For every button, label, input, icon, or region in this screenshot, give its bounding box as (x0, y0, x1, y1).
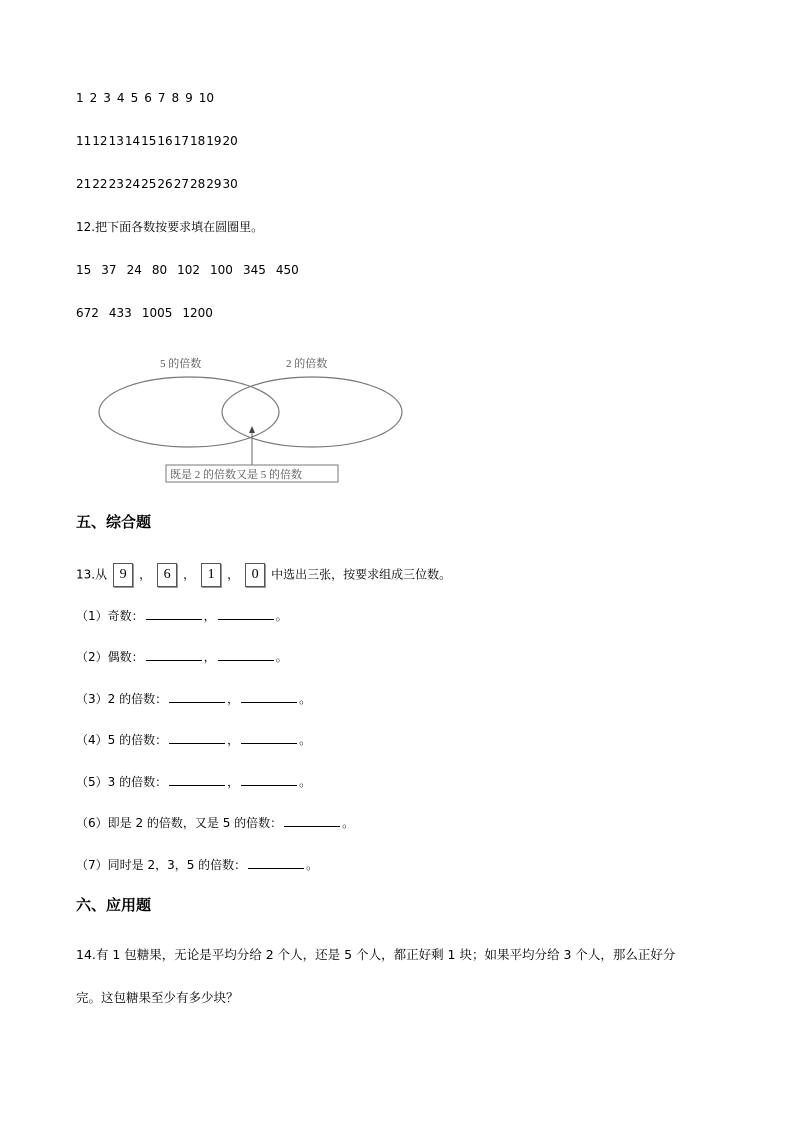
answer-blank[interactable] (241, 773, 297, 786)
number-card: 6 (157, 563, 177, 587)
q13-item-label: （7）同时是 2，3，5 的倍数： (76, 858, 247, 872)
period: 。 (306, 858, 319, 872)
number-card: 9 (113, 563, 133, 587)
number-cell: 21 (76, 177, 92, 191)
venn-diagram (0, 345, 794, 505)
number-cell: 10 (198, 91, 215, 105)
comma: ， (227, 733, 240, 747)
venn-right-ellipse (222, 377, 402, 447)
comma: ， (203, 609, 216, 623)
period: 。 (299, 733, 312, 747)
question-12-title: 12.把下面各数按要求填在圆圈里。 (76, 220, 264, 234)
number-cell: 19 (206, 134, 222, 148)
comma: ， (203, 650, 216, 664)
q13-prefix: 13.从 (76, 567, 108, 582)
comma: ， (227, 775, 240, 789)
question-13-prompt (76, 563, 451, 587)
number-cell: 14 (124, 134, 141, 148)
q13-item-label: （3）2 的倍数： (76, 692, 168, 706)
period: 。 (275, 650, 288, 664)
q12-number: 1200 (182, 306, 213, 320)
comma: ， (227, 692, 240, 706)
number-cell: 1 (76, 91, 84, 105)
q13-item-label: （1）奇数： (76, 609, 144, 623)
number-cell: 26 (157, 177, 173, 191)
number-row-1 (76, 90, 220, 106)
number-row-2 (76, 133, 239, 149)
q13-item-4 (76, 731, 311, 748)
q13-item-1 (76, 607, 288, 624)
number-cell: 18 (189, 134, 206, 148)
answer-blank[interactable] (284, 814, 340, 827)
q13-item-6 (76, 814, 354, 831)
answer-blank[interactable] (146, 607, 202, 620)
section-6-heading: 六、应用题 (76, 896, 152, 914)
number-cell: 29 (206, 177, 222, 191)
q13-item-7 (76, 856, 318, 873)
number-cell: 23 (108, 177, 124, 191)
answer-blank[interactable] (169, 773, 225, 786)
q12-number: 100 (210, 263, 233, 277)
q13-item-2 (76, 648, 288, 665)
period: 。 (299, 775, 312, 789)
question-12-numbers-row-2 (76, 305, 223, 321)
q12-number: 1005 (141, 306, 173, 320)
number-cell: 4 (116, 91, 125, 105)
period: 。 (342, 816, 355, 830)
card-separator: ， (183, 567, 196, 582)
q12-number: 80 (151, 263, 168, 277)
q12-number: 433 (108, 306, 132, 320)
number-cell: 12 (92, 134, 108, 148)
q13-item-label: （2）偶数： (76, 650, 144, 664)
q12-number: 345 (242, 263, 266, 277)
q13-item-3 (76, 690, 311, 707)
number-cell: 24 (124, 177, 141, 191)
number-cell: 30 (222, 177, 238, 191)
number-cell: 16 (157, 134, 173, 148)
number-card: 1 (201, 563, 221, 587)
answer-blank[interactable] (241, 690, 297, 703)
card-separator: ， (139, 567, 152, 582)
q12-number: 37 (101, 263, 117, 277)
number-cell: 27 (173, 177, 189, 191)
answer-blank[interactable] (169, 731, 225, 744)
number-cell: 25 (141, 177, 157, 191)
number-cell: 11 (76, 134, 92, 148)
venn-left-label: 5 的倍数 (160, 358, 202, 370)
number-card: 0 (245, 563, 265, 587)
number-cell: 5 (130, 91, 139, 105)
number-cell: 17 (173, 134, 189, 148)
q12-number: 24 (126, 263, 142, 277)
number-cell: 13 (108, 134, 124, 148)
number-cell: 15 (141, 134, 157, 148)
number-cell: 6 (144, 91, 152, 105)
number-cell: 9 (185, 91, 193, 105)
q12-number: 450 (275, 263, 299, 277)
q12-number: 15 (76, 263, 92, 277)
period: 。 (299, 692, 312, 706)
venn-right-label: 2 的倍数 (286, 358, 328, 370)
q13-item-label: （6）即是 2 的倍数，又是 5 的倍数： (76, 816, 283, 830)
q13-item-label: （4）5 的倍数： (76, 733, 168, 747)
period: 。 (275, 609, 288, 623)
number-cell: 7 (157, 91, 166, 105)
venn-pointer-arrow (249, 426, 255, 433)
q12-number: 102 (177, 263, 201, 277)
answer-blank[interactable] (241, 731, 297, 744)
number-cell: 20 (222, 134, 238, 148)
q12-number: 672 (76, 306, 99, 320)
question-14-line-1: 14.有 1 包糖果，无论是平均分给 2 个人，还是 5 个人，都正好剩 1 块；如果平均分给 3 个人，那么正好分 (76, 947, 676, 962)
question-14-line-2: 完。这包糖果至少有多少块？ (76, 990, 239, 1005)
number-cell: 3 (103, 91, 111, 105)
section-5-heading: 五、综合题 (76, 513, 152, 531)
answer-blank[interactable] (218, 648, 274, 661)
number-cell: 22 (92, 177, 108, 191)
card-separator: ， (227, 567, 240, 582)
number-cell: 8 (171, 91, 180, 105)
question-12-numbers-row-1 (76, 262, 309, 278)
q13-suffix: 中选出三张，按要求组成三位数。 (271, 567, 452, 582)
q13-item-label: （5）3 的倍数： (76, 775, 168, 789)
answer-blank[interactable] (146, 648, 202, 661)
q13-item-5 (76, 773, 311, 790)
number-row-3 (76, 176, 239, 192)
answer-blank[interactable] (169, 690, 225, 703)
answer-blank[interactable] (248, 856, 304, 869)
number-cell: 2 (89, 91, 98, 105)
answer-blank[interactable] (218, 607, 274, 620)
venn-box-label: 既是 2 的倍数又是 5 的倍数 (170, 469, 302, 481)
number-cell: 28 (189, 177, 206, 191)
